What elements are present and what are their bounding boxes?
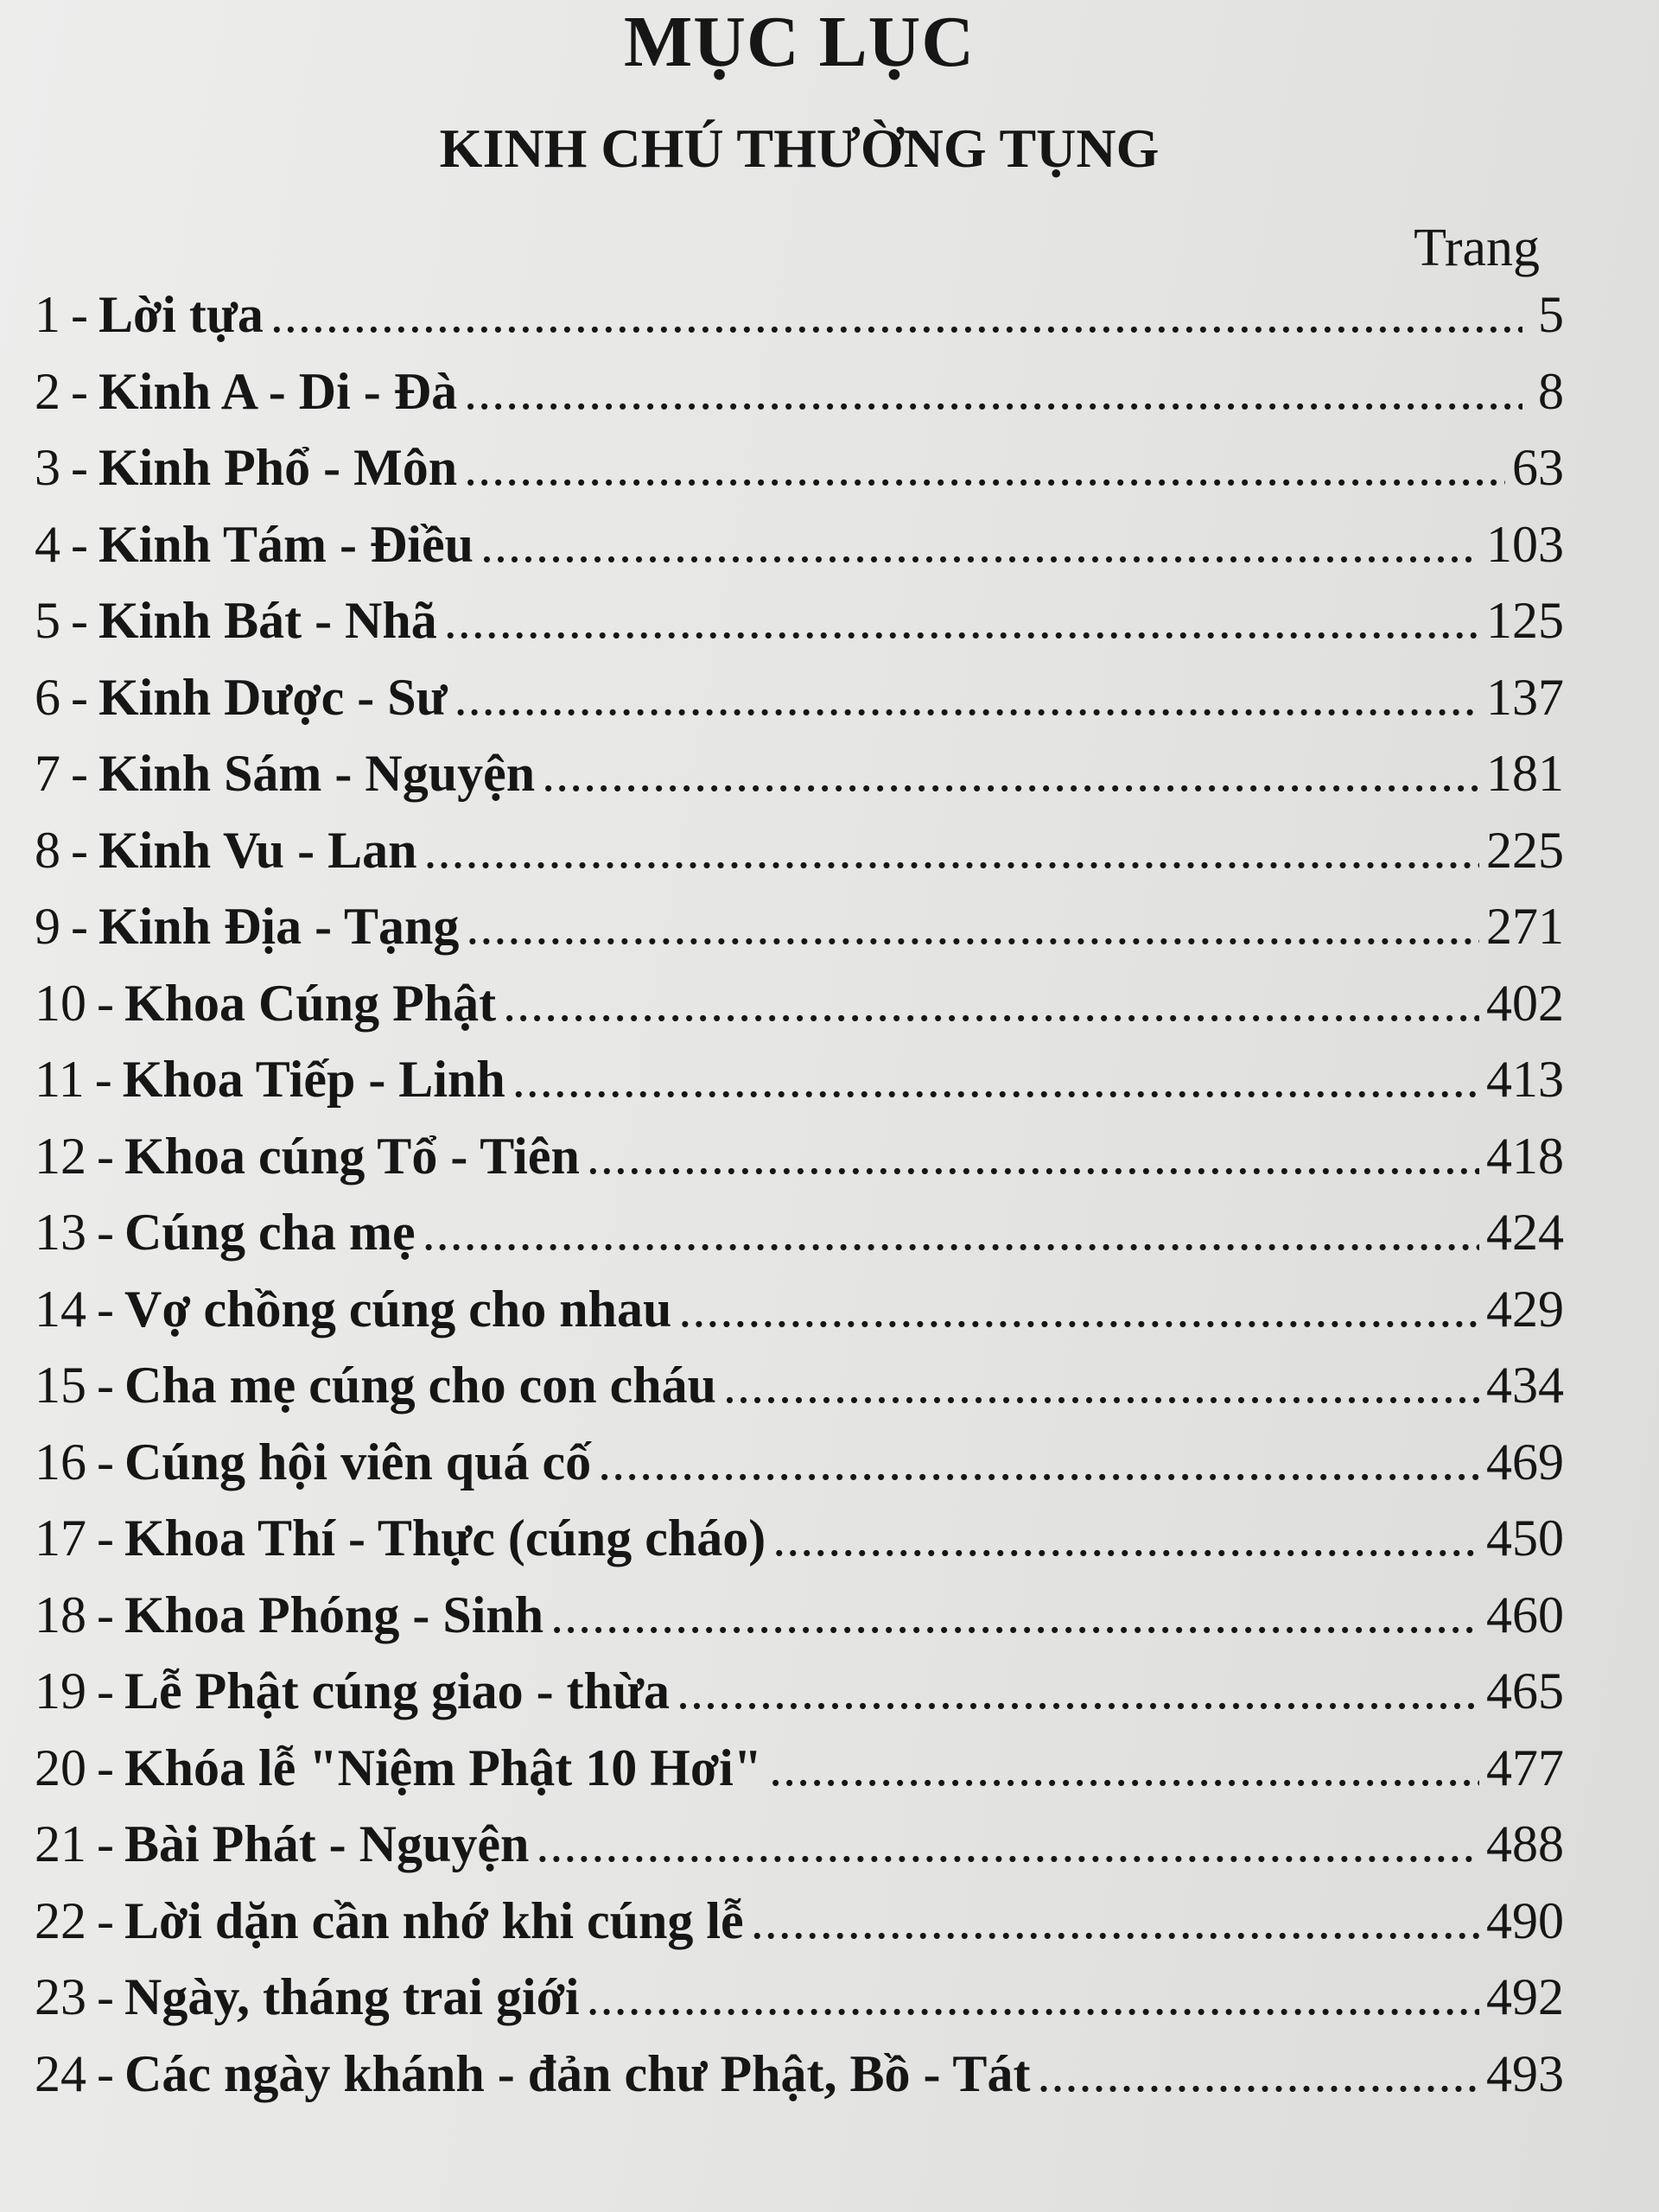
entry-number: 2: [35, 362, 60, 420]
entry-separator: -: [71, 286, 88, 343]
entry-number: 6: [35, 668, 60, 726]
toc-entry: [35, 1127, 1564, 1204]
dot-leader: [464, 438, 1505, 498]
entry-number: 12: [35, 1127, 86, 1185]
entry-separator: -: [97, 974, 114, 1032]
entry-title: Kinh Phổ - Môn: [98, 439, 458, 496]
dot-leader: [587, 1127, 1479, 1186]
entry-title: Kinh Địa - Tạng: [98, 898, 460, 955]
entry-separator: -: [97, 1357, 114, 1414]
entry-page-number: 181: [1486, 745, 1564, 802]
entry-number: 15: [35, 1357, 86, 1414]
entry-number: 23: [35, 1968, 86, 2025]
entry-separator: -: [71, 592, 88, 649]
entry-separator: -: [94, 1051, 112, 1108]
entry-title: Lễ Phật cúng giao - thừa: [124, 1662, 671, 1719]
entry-page-number: 8: [1538, 362, 1564, 420]
entry-separator: -: [71, 821, 88, 879]
toc-entry: [35, 2044, 1564, 2121]
entry-title: Kinh Vu - Lan: [98, 821, 417, 879]
entry-page-number: 137: [1486, 668, 1564, 726]
entry-page-number: 5: [1538, 286, 1564, 343]
entry-page-number: 493: [1486, 2044, 1564, 2102]
entry-separator: -: [71, 898, 88, 955]
entry-title: Lời tựa: [98, 286, 264, 343]
toc-entry: [35, 438, 1564, 515]
dot-leader: [772, 1509, 1479, 1568]
dot-leader: [270, 285, 1522, 345]
entry-title: Vợ chồng cúng cho nhau: [124, 1280, 672, 1338]
toc-entry: [35, 1356, 1564, 1433]
dot-leader: [503, 974, 1479, 1033]
dot-leader: [723, 1356, 1479, 1415]
entry-title: Kinh Dược - Sư: [98, 668, 448, 726]
entry-title: Khoa Thí - Thực (cúng cháo): [124, 1510, 766, 1567]
entry-page-number: 413: [1486, 1051, 1564, 1108]
entry-title: Khoa cúng Tổ - Tiên: [124, 1127, 580, 1185]
entry-page-number: 402: [1486, 974, 1564, 1032]
toc-entry: [35, 1280, 1564, 1357]
toc-entry: [35, 821, 1564, 898]
entry-number: 3: [35, 439, 60, 496]
entry-page-number: 490: [1486, 1891, 1564, 1949]
entry-title: Cúng hội viên quá cố: [124, 1433, 592, 1491]
entry-separator: -: [97, 1204, 114, 1261]
entry-title: Khóa lễ "Niệm Phật 10 Hơi": [124, 1738, 763, 1796]
entry-page-number: 424: [1486, 1204, 1564, 1261]
toc-entry: [35, 285, 1564, 362]
dot-leader: [466, 897, 1479, 957]
dot-leader: [480, 515, 1479, 575]
entry-separator: -: [71, 745, 88, 802]
dot-leader: [1037, 2044, 1479, 2104]
dot-leader: [598, 1433, 1479, 1492]
toc-entry: [35, 897, 1564, 974]
dot-leader: [678, 1280, 1479, 1339]
dot-leader: [550, 1586, 1479, 1645]
entry-title: Cúng cha mẹ: [124, 1204, 416, 1261]
entry-page-number: 103: [1486, 515, 1564, 573]
entry-number: 13: [35, 1204, 86, 1261]
entry-title: Bài Phát - Nguyện: [124, 1815, 530, 1872]
toc-entry: [35, 1738, 1564, 1815]
entry-separator: -: [97, 1662, 114, 1719]
entry-separator: -: [97, 1738, 114, 1796]
toc-entry: [35, 668, 1564, 745]
entry-page-number: 488: [1486, 1815, 1564, 1872]
entry-separator: -: [71, 362, 88, 420]
entry-title: Kinh Tám - Điều: [98, 515, 474, 573]
entry-number: 7: [35, 745, 60, 802]
entry-number: 8: [35, 821, 60, 879]
entry-separator: -: [97, 1433, 114, 1491]
entry-separator: -: [97, 1586, 114, 1643]
dot-leader: [444, 591, 1479, 651]
toc-entry: [35, 1509, 1564, 1586]
entry-separator: -: [71, 439, 88, 496]
entry-title: Kinh Bát - Nhã: [98, 592, 437, 649]
toc-entry: [35, 744, 1564, 821]
toc-entry: [35, 1586, 1564, 1662]
toc-entry: [35, 515, 1564, 592]
entry-number: 9: [35, 898, 60, 955]
entry-number: 19: [35, 1662, 86, 1719]
entry-separator: -: [97, 1127, 114, 1185]
toc-entry: [35, 1815, 1564, 1891]
entry-number: 24: [35, 2044, 86, 2102]
entry-page-number: 418: [1486, 1127, 1564, 1185]
entry-title: Lời dặn cần nhớ khi cúng lễ: [124, 1891, 744, 1949]
page-column-label: Trang: [1414, 219, 1540, 277]
dot-leader: [542, 744, 1479, 804]
entry-title: Ngày, tháng trai giới: [124, 1968, 580, 2025]
entry-page-number: 434: [1486, 1357, 1564, 1414]
dot-leader: [512, 1050, 1479, 1109]
entry-page-number: 63: [1512, 439, 1564, 496]
entry-page-number: 450: [1486, 1510, 1564, 1567]
toc-entry: [35, 1662, 1564, 1738]
toc-entry: [35, 1967, 1564, 2044]
dot-leader: [536, 1815, 1479, 1874]
toc-entry: [35, 1050, 1564, 1127]
entry-number: 1: [35, 286, 60, 343]
entry-separator: -: [71, 668, 88, 726]
entry-separator: -: [97, 1280, 114, 1338]
entry-separator: -: [97, 2044, 114, 2102]
entry-title: Kinh Sám - Nguyện: [98, 745, 536, 802]
entry-title: Khoa Cúng Phật: [124, 974, 497, 1032]
entry-title: Kinh A - Di - Đà: [98, 362, 458, 420]
entry-number: 22: [35, 1891, 86, 1949]
entry-page-number: 271: [1486, 898, 1564, 955]
entry-number: 10: [35, 974, 86, 1032]
entry-number: 5: [35, 592, 60, 649]
page-subtitle: KINH CHÚ THƯỜNG TỤNG: [439, 118, 1160, 179]
entry-separator: -: [97, 1510, 114, 1567]
page-title: MỤC LỤC: [624, 2, 975, 82]
entry-page-number: 465: [1486, 1662, 1564, 1719]
toc-entry: [35, 1433, 1564, 1510]
entry-page-number: 477: [1486, 1738, 1564, 1796]
dot-leader: [424, 821, 1479, 880]
entry-page-number: 460: [1486, 1586, 1564, 1643]
entry-number: 4: [35, 515, 60, 573]
toc-entry: [35, 362, 1564, 439]
entry-number: 21: [35, 1815, 86, 1872]
entry-page-number: 492: [1486, 1968, 1564, 2025]
entry-page-number: 125: [1486, 592, 1564, 649]
dot-leader: [751, 1891, 1479, 1951]
entry-separator: -: [71, 515, 88, 573]
dot-leader: [587, 1967, 1479, 2027]
entry-page-number: 469: [1486, 1433, 1564, 1491]
dot-leader: [769, 1738, 1479, 1798]
dot-leader: [677, 1662, 1479, 1721]
entry-separator: -: [97, 1891, 114, 1949]
toc-entry: [35, 1203, 1564, 1280]
entry-number: 20: [35, 1738, 86, 1796]
entry-number: 17: [35, 1510, 86, 1567]
toc-entry: [35, 591, 1564, 668]
table-of-contents: [35, 285, 1564, 2120]
entry-page-number: 225: [1486, 821, 1564, 879]
entry-separator: -: [97, 1815, 114, 1872]
entry-title: Cha mẹ cúng cho con cháu: [124, 1357, 717, 1414]
entry-number: 14: [35, 1280, 86, 1338]
entry-title: Khoa Phóng - Sinh: [124, 1586, 544, 1643]
entry-number: 16: [35, 1433, 86, 1491]
dot-leader: [454, 668, 1479, 728]
entry-page-number: 429: [1486, 1280, 1564, 1338]
entry-number: 11: [35, 1051, 85, 1108]
entry-title: Các ngày khánh - đản chư Phật, Bồ - Tát: [124, 2044, 1031, 2102]
entry-separator: -: [97, 1968, 114, 2025]
dot-leader: [423, 1203, 1479, 1262]
entry-number: 18: [35, 1586, 86, 1643]
toc-entry: [35, 1891, 1564, 1968]
toc-entry: [35, 974, 1564, 1051]
entry-title: Khoa Tiếp - Linh: [122, 1051, 505, 1108]
dot-leader: [464, 362, 1522, 422]
